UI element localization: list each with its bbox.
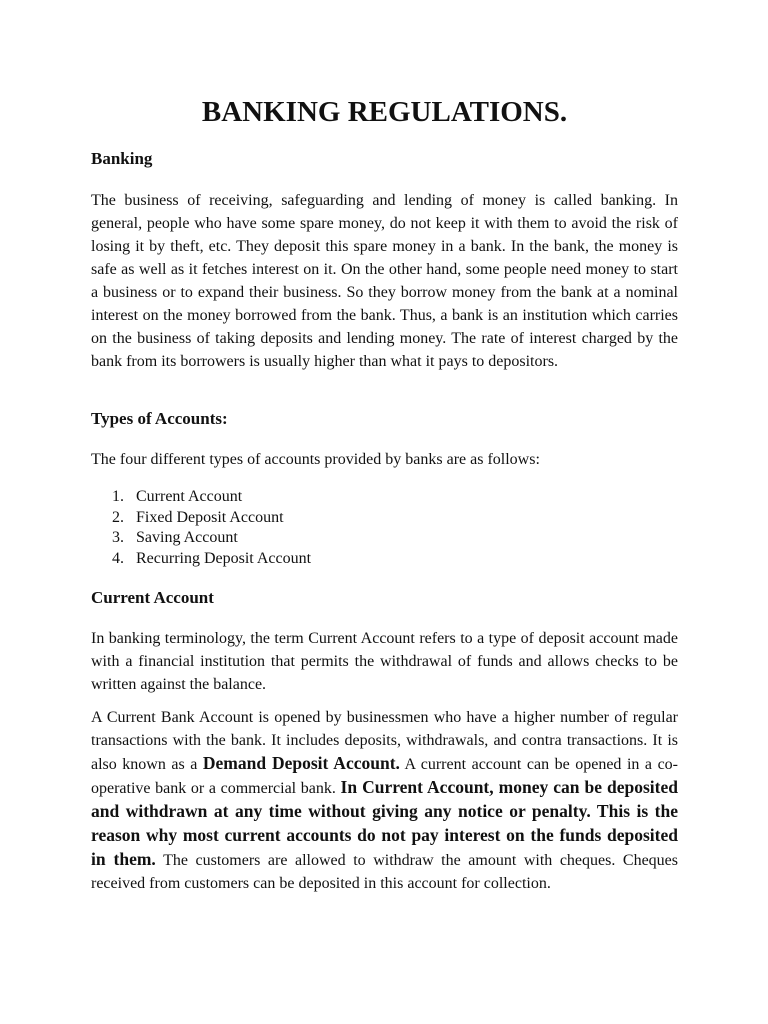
list-item-label: Fixed Deposit Account — [136, 508, 284, 526]
list-item-number: 2. — [112, 508, 124, 526]
list-item — [91, 487, 311, 508]
account-types-list — [91, 487, 311, 569]
section-heading-banking: Banking — [91, 149, 153, 168]
list-item-label: Recurring Deposit Account — [136, 549, 312, 567]
list-item — [91, 528, 311, 549]
current-account-paragraph-2 — [91, 706, 678, 895]
list-item-number: 1. — [112, 488, 124, 505]
paragraph-text: A current account can be opened in a co-operative bank or a commercial bank. — [91, 756, 678, 797]
list-item-number: 3. — [112, 529, 124, 546]
paragraph-text: A Current Bank Account is opened by businessmen who have a higher number of regular transactions with the bank. It includes deposits, withdrawals, and contra transactions. It is also known as a — [91, 709, 678, 773]
list-item — [91, 508, 311, 529]
list-item-number: 4. — [112, 549, 124, 567]
banking-paragraph: The business of receiving, safeguarding and lending of money is called banking. In general, people who have some spare money, do not keep it with them to avoid the risk of losing it by theft, etc. They deposit this spare money in a bank. In the bank, the money is safe as well as it fetches interest on it. On the other hand, some people need money to start a business or to expand their business. So they borrow money from the bank at a nominal interest on the money borrowed from the bank. Thus, a bank is an institution which carries on the business of taking deposits and lending money. The rate of interest charged by the bank from its borrowers is usually higher than what it pays to depositors. — [91, 192, 678, 370]
demand-deposit-emphasis: Demand Deposit Account. — [202, 753, 400, 773]
list-item — [91, 549, 311, 570]
types-intro: The four different types of accounts provided by banks are as follows: — [91, 451, 540, 468]
list-item-label: Current Account — [136, 488, 243, 505]
section-heading-current-account: Current Account — [91, 588, 214, 607]
section-heading-types: Types of Accounts: — [91, 409, 228, 428]
document-title: BANKING REGULATIONS. — [201, 96, 568, 128]
paragraph-text: The customers are allowed to withdraw the amount with cheques. Cheques received from customers can be deposited in this account for collection. — [91, 852, 679, 892]
current-account-paragraph-1: In banking terminology, the term Current Account refers to a type of deposit account made with a financial institution that permits the withdrawal of funds and allows checks to be written against the balance. — [91, 630, 678, 693]
current-account-emphasis: In Current Account, money can be deposited and withdrawn at any time without giving any notice or penalty. This is the reason why most current accounts do not pay interest on the funds deposited in them. — [91, 777, 678, 869]
list-item-label: Saving Account — [136, 529, 238, 546]
